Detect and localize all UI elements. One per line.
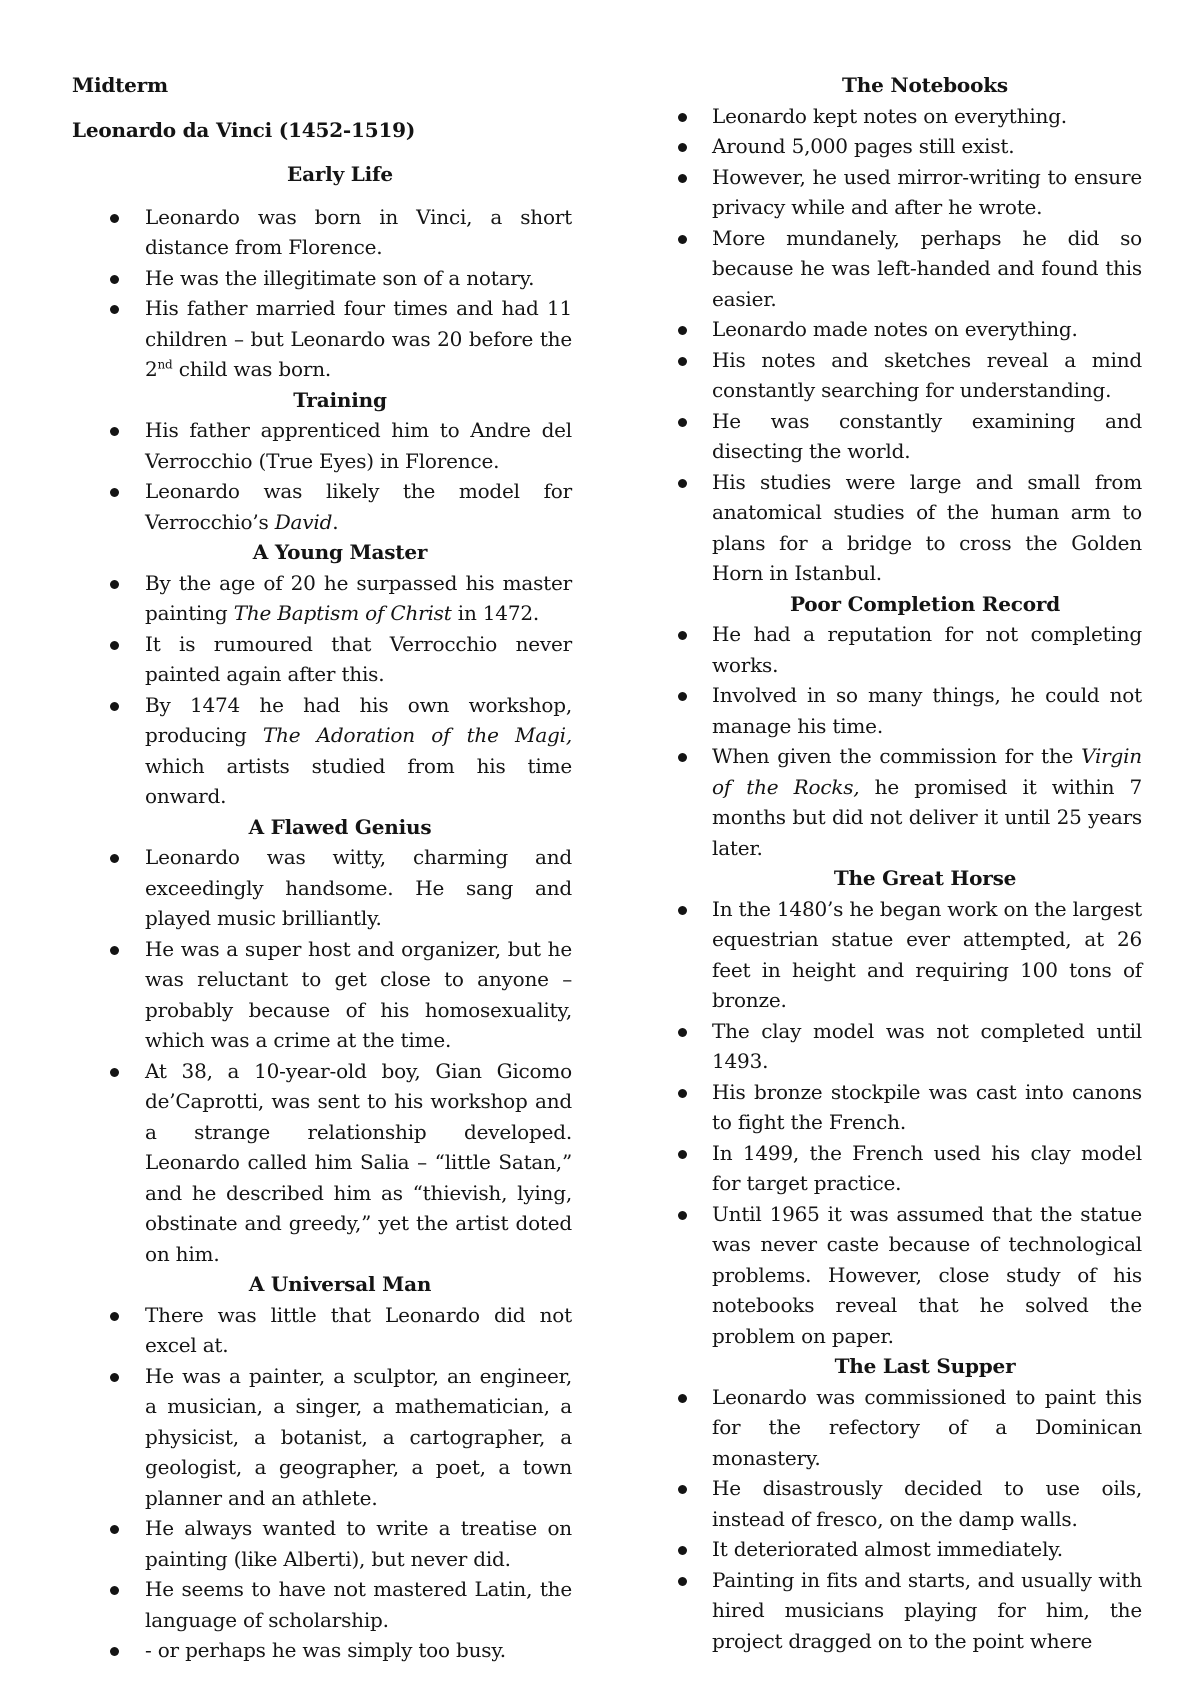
- bullet-list: [72, 415, 572, 537]
- bullet-item: He disastrously decided to use oils, instead of fresco, on the damp walls.: [672, 1473, 1142, 1534]
- bullet-list: [672, 894, 1142, 1352]
- bullet-item: Painting in fits and starts, and usually with hired musicians playing for him, the project dragged on to the point where: [672, 1565, 1142, 1657]
- right-column: [672, 70, 1142, 1656]
- bullet-item: He was a painter, a sculptor, an engineer, a musician, a singer, a mathematician, a physicist, a botanist, a cartographer, a geologist, a geographer, a poet, a town planner and an athlete.: [72, 1361, 572, 1514]
- bullet-text: By the age of 20 he surpassed his master painting: [145, 570, 572, 625]
- bullet-item: Leonardo was born in Vinci, a short distance from Florence.: [72, 202, 572, 263]
- bullet-item: [72, 476, 572, 537]
- left-sections: [72, 159, 572, 1666]
- section-heading-a-young-master: A Young Master: [252, 540, 428, 564]
- bullet-item: Involved in so many things, he could not manage his time.: [672, 680, 1142, 741]
- right-sections: [672, 70, 1142, 1656]
- section-heading-training: Training: [293, 387, 387, 412]
- bullet-text: His father married four times and had 11 children – but Leonardo was 20 before the 2: [145, 296, 572, 381]
- bullet-list: [672, 101, 1142, 589]
- bullet-list: [672, 1382, 1142, 1657]
- bullet-item: Around 5,000 pages still exist.: [672, 131, 1142, 162]
- bullet-item: Until 1965 it was assumed that the statue was never caste because of technological problems. However, close study of his notebooks reveal that he solved the problem on paper.: [672, 1199, 1142, 1352]
- document-subtitle: Leonardo da Vinci (1452-1519): [72, 117, 416, 142]
- bullet-list: [72, 568, 572, 812]
- bullet-text: Leonardo was likely the model for Verrocchio’s: [145, 479, 572, 534]
- bullet-item: Leonardo was witty, charming and exceedingly handsome. He sang and played music brilliantly.: [72, 842, 572, 934]
- bullet-item: [72, 568, 572, 629]
- bullet-item: His father apprenticed him to Andre del Verrocchio (True Eyes) in Florence.: [72, 415, 572, 476]
- section-heading-the-notebooks: The Notebooks: [842, 73, 1008, 97]
- section-heading-a-universal-man: A Universal Man: [248, 1272, 432, 1296]
- bullet-item: Leonardo was commissioned to paint this for the refectory of a Dominican monastery.: [672, 1382, 1142, 1474]
- italic-title: David: [274, 509, 333, 534]
- bullet-text: child was born.: [172, 357, 332, 381]
- bullet-list: [72, 1300, 572, 1666]
- bullet-item: At 38, a 10-year-old boy, Gian Gicomo de’Caprotti, was sent to his workshop and a strange relationship developed. Leonardo called him Salia – “little Satan,” and he described him as “thievish, lying, obstinate and greedy,” yet the artist doted on him.: [72, 1056, 572, 1270]
- bullet-item: It deteriorated almost immediately.: [672, 1534, 1142, 1565]
- bullet-text: in 1472.: [451, 601, 540, 625]
- bullet-item: His studies were large and small from anatomical studies of the human arm to plans for a bridge to cross the Golden Horn in Istanbul.: [672, 467, 1142, 589]
- bullet-item: [672, 741, 1142, 863]
- bullet-item: Leonardo made notes on everything.: [672, 314, 1142, 345]
- bullet-text: .: [332, 509, 339, 534]
- italic-title: Virgin of the Rocks,: [712, 744, 1142, 799]
- bullet-item: He was the illegitimate son of a notary.: [72, 263, 572, 294]
- section-heading-the-great-horse: The Great Horse: [833, 866, 1017, 890]
- bullet-list: [72, 202, 572, 385]
- bullet-text: When given the commission for the: [712, 744, 1082, 768]
- section-heading-early-life: Early Life: [287, 162, 393, 186]
- superscript-text: nd: [157, 357, 173, 372]
- bullet-item: He always wanted to write a treatise on painting (like Alberti), but never did.: [72, 1513, 572, 1574]
- bullet-list: [672, 619, 1142, 863]
- document-title: Midterm: [72, 73, 168, 97]
- bullet-item: It is rumoured that Verrocchio never painted again after this.: [72, 629, 572, 690]
- bullet-item: [72, 690, 572, 812]
- bullet-item: In 1499, the French used his clay model for target practice.: [672, 1138, 1142, 1199]
- bullet-item: There was little that Leonardo did not excel at.: [72, 1300, 572, 1361]
- bullet-item: He was constantly examining and disecting the world.: [672, 406, 1142, 467]
- section-heading-poor-completion-record: Poor Completion Record: [789, 591, 1061, 616]
- bullet-item: He had a reputation for not completing works.: [672, 619, 1142, 680]
- bullet-text: which artists studied from his time onward.: [145, 753, 572, 808]
- bullet-item: In the 1480’s he began work on the largest equestrian statue ever attempted, at 26 feet in height and requiring 100 tons of bronze.: [672, 894, 1142, 1016]
- bullet-item: His notes and sketches reveal a mind constantly searching for understanding.: [672, 345, 1142, 406]
- left-column: [72, 70, 572, 1666]
- bullet-item: - or perhaps he was simply too busy.: [72, 1635, 572, 1666]
- bullet-item: More mundanely, perhaps he did so because he was left-handed and found this easier.: [672, 223, 1142, 315]
- bullet-text: By 1474 he had his own workshop, producing: [145, 692, 572, 747]
- bullet-item: He seems to have not mastered Latin, the language of scholarship.: [72, 1574, 572, 1635]
- bullet-item: However, he used mirror-writing to ensure privacy while and after he wrote.: [672, 162, 1142, 223]
- italic-title: The Baptism of Christ: [233, 601, 452, 625]
- italic-title: The Adoration of the Magi,: [262, 723, 572, 747]
- bullet-item: His bronze stockpile was cast into canons to fight the French.: [672, 1077, 1142, 1138]
- section-heading-a-flawed-genius: A Flawed Genius: [248, 814, 432, 839]
- bullet-text: he promised it within 7 months but did not deliver it until 25 years later.: [712, 774, 1142, 860]
- section-heading-the-last-supper: The Last Supper: [834, 1354, 1016, 1378]
- bullet-item: The clay model was not completed until 1493.: [672, 1016, 1142, 1077]
- bullet-item: Leonardo kept notes on everything.: [672, 101, 1142, 132]
- bullet-item: He was a super host and organizer, but he was reluctant to get close to anyone – probably because of his homosexuality, which was a crime at the time.: [72, 934, 572, 1056]
- bullet-item: [72, 293, 572, 385]
- bullet-list: [72, 842, 572, 1269]
